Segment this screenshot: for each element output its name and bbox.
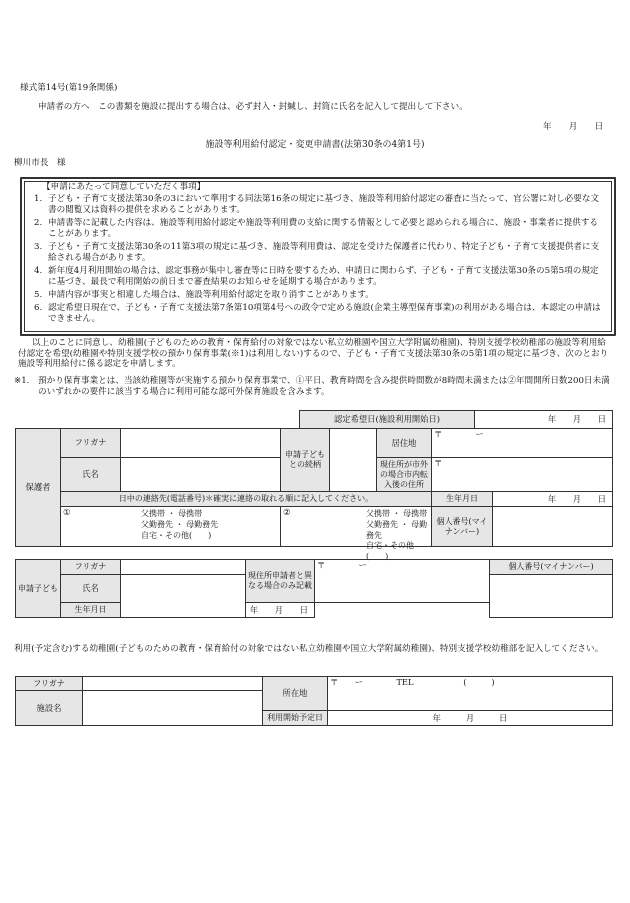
birth-label: 生年月日 <box>432 492 493 507</box>
consent-item: 子ども・子育て支援法第30条の3において準用する同法第16条の規定に基づき、施設等利用給付認定の審査に当たって、官公署に対し必要な文書の閲覧又は資料の提供を求めることがあります。 <box>48 194 600 215</box>
birth-input[interactable]: 年 月 日 <box>493 492 613 507</box>
facility-intro: 利用(予定含む)する幼稚園(子どものための教育・保育給付の対象ではない私立幼稚園や国立大学附属幼稚園)、特別支援学校幼稚部を記入してください。 <box>14 644 604 654</box>
child-addr-input[interactable]: 〒 ー <box>315 560 490 603</box>
facility-furigana-input[interactable] <box>83 677 263 691</box>
furigana-input[interactable] <box>121 429 281 458</box>
consent-item: 認定希望日現在で、子ども・子育て支援法第7条第10項第4号への政令で定める施設(企業主導型保育事業)の利用がある場合は、本認定の申請はできません。 <box>48 303 601 324</box>
child-mynumber-input[interactable] <box>490 575 613 618</box>
consent-item: 子ども・子育て支援法第30条の11第3項の規定に基づき、施設等利用費は、認定を受けた保護者に代わり、特定子ども・子育て支援提供者に支給される場合があります。 <box>48 242 600 263</box>
consent-item: 申請書等に記載した内容は、施設等利用給付認定や施設等利用費の支給に関する情報として必要と認められる場合に、施設・事業者に提供することがあります。 <box>48 218 599 239</box>
desired-date-row <box>299 410 613 429</box>
contact-2[interactable]: ② 父携帯 ・ 母携帯 父勤務先 ・ 母勤務先 自宅・その他( ) <box>281 507 432 547</box>
child-label: 申請子ども <box>16 560 61 618</box>
contact-1[interactable]: ① 父携帯 ・ 母携帯 父勤務先 ・ 母勤務先 自宅・その他( ) <box>61 507 281 547</box>
contact-label: 日中の連絡先(電話番号)＊確実に連絡の取れる順に記入してください。 <box>61 492 432 507</box>
transfer-addr-input[interactable]: 〒 <box>432 458 613 492</box>
note: 預かり保育事業とは、当該幼稚園等が実施する預かり保育事業で、①平日、教育時間を含み提供時間数が8時間未満または②年間開所日数200日未満のいずれかの要件に該当する場合に利用可能な認可外保育施設を含みます。 <box>38 376 610 397</box>
child-name-input[interactable] <box>121 575 246 618</box>
consent-item: 新年度4月利用開始の場合は、認定事務が集中し審査等に日時を要するため、申請日に関わらず、子ども・子育て支援法第30条の5第5項の規定に基づき、最長で利用開始の前日まで審査結果のお知らせを延期する場合があります。 <box>48 266 599 287</box>
addressee: 柳川市長 様 <box>14 158 66 168</box>
name-label: 氏名 <box>61 458 121 492</box>
child-name-label: 氏名 <box>61 575 121 603</box>
child-furigana-label: フリガナ <box>61 560 121 575</box>
form-number: 様式第14号(第19条関係) <box>20 83 118 93</box>
consent-heading: 【申請にあたって同意していただく事項】 <box>42 182 206 192</box>
agreement-paragraph: 以上のことに同意し、幼稚園(子どものための教育・保育給付の対象ではない私立幼稚園や国立大学附属幼稚園)、特別支援学校幼稚部の施設等利用給付認定を希望(幼稚園や特別支援学校の預かり保育事業(※1)は利用しない)するので、子ども・子育て支援法第30条の5第1項の規定に基づき、次のとおり施設等利用給付に係る認定を申請します。 <box>18 338 609 370</box>
guardian-table <box>15 428 613 562</box>
notice: 申請者の方へ この書類を施設に提出する場合は、必ず封入・封緘し、封筒に氏名を記入して提出して下さい。 <box>38 102 468 112</box>
note-mark: ※1. <box>14 376 30 386</box>
date-line: 年 月 日 <box>543 122 604 132</box>
child-furigana-input[interactable] <box>121 560 246 575</box>
mynumber-label: 個人番号(マイナンバー) <box>432 507 493 547</box>
start-date-input[interactable]: 年 月 日 <box>328 711 613 726</box>
desired-date-label: 認定希望日(施設利用開始日) <box>300 411 475 429</box>
child-mynumber-label: 個人番号(マイナンバー) <box>490 560 613 575</box>
facility-address-input[interactable]: 〒 ー TEL ( ) <box>328 677 613 711</box>
guardian-label: 保護者 <box>16 429 61 547</box>
facility-furigana-label: フリガナ <box>16 677 83 691</box>
mynumber-input[interactable] <box>493 507 613 547</box>
child-birth-input[interactable]: 年 月 日 <box>246 603 315 618</box>
desired-date-field[interactable]: 年 月 日 <box>475 411 613 429</box>
relation-input[interactable] <box>330 429 377 492</box>
consent-box: 【申請にあたって同意していただく事項】 1. 子ども・子育て支援法第30条の3において準用する同法第16条の規定に基づき、施設等利用給付認定の審査に当たって、官公署に対し必要な文書の閲覧又は資料の提供を求めることがあります。 2. 申請書等に記載した内容は、施設等利用給付認定や施設等利用費の支給に関する情報として必要と認められる場合に、施設・事業者に提供することがあります。 3. 子ども・子育て支援法第30条の11第3項の規定に基づき、施設等利用費は、認定を受けた保護者に代わり、特定子ども・子育て支援提供者に支給される場合があります。 4. 新年度4月利用開始の場合は、認定事務が集中し審査等に日時を要するため、申請日に関わらず、子ども・子育て支援法第30条の5第5項の規定に基づき、最長で利用開始の前日まで審査結果のお知らせを延期する場合があります。 5. 申請内容が事実と相違した場合は、施設等利用給付認定を取り消すことがあります。 6. 認定希望日現在で、子ども・子育て支援法第7条第10項第4号への政令で定める施設(企業主導型保育事業)の利用がある場合は、本認定の申請はできません。 <box>20 177 616 336</box>
facility-name-label: 施設名 <box>16 691 83 726</box>
residence-input[interactable]: 〒 ー <box>432 429 613 458</box>
consent-item: 申請内容が事実と相違した場合は、施設等利用給付認定を取り消すことがあります。 <box>48 290 374 300</box>
facility-table <box>15 676 613 726</box>
residence-label: 居住地 <box>377 429 432 458</box>
start-date-label: 利用開始予定日 <box>263 711 328 726</box>
name-input[interactable] <box>121 458 281 492</box>
facility-name-input[interactable] <box>83 691 263 726</box>
page-title: 施設等利用給付認定・変更申請書(法第30条の4第1号) <box>205 140 425 150</box>
child-birth-label: 生年月日 <box>61 603 121 618</box>
child-table <box>15 559 613 618</box>
facility-address-label: 所在地 <box>263 677 328 711</box>
furigana-label: フリガナ <box>61 429 121 458</box>
transfer-addr-label: 現住所が市外の場合市内転入後の住所 <box>377 458 432 492</box>
relation-label: 申請子どもとの続柄 <box>281 429 330 492</box>
child-addr-label: 現住所申請者と異なる場合のみ記載 <box>246 560 315 603</box>
